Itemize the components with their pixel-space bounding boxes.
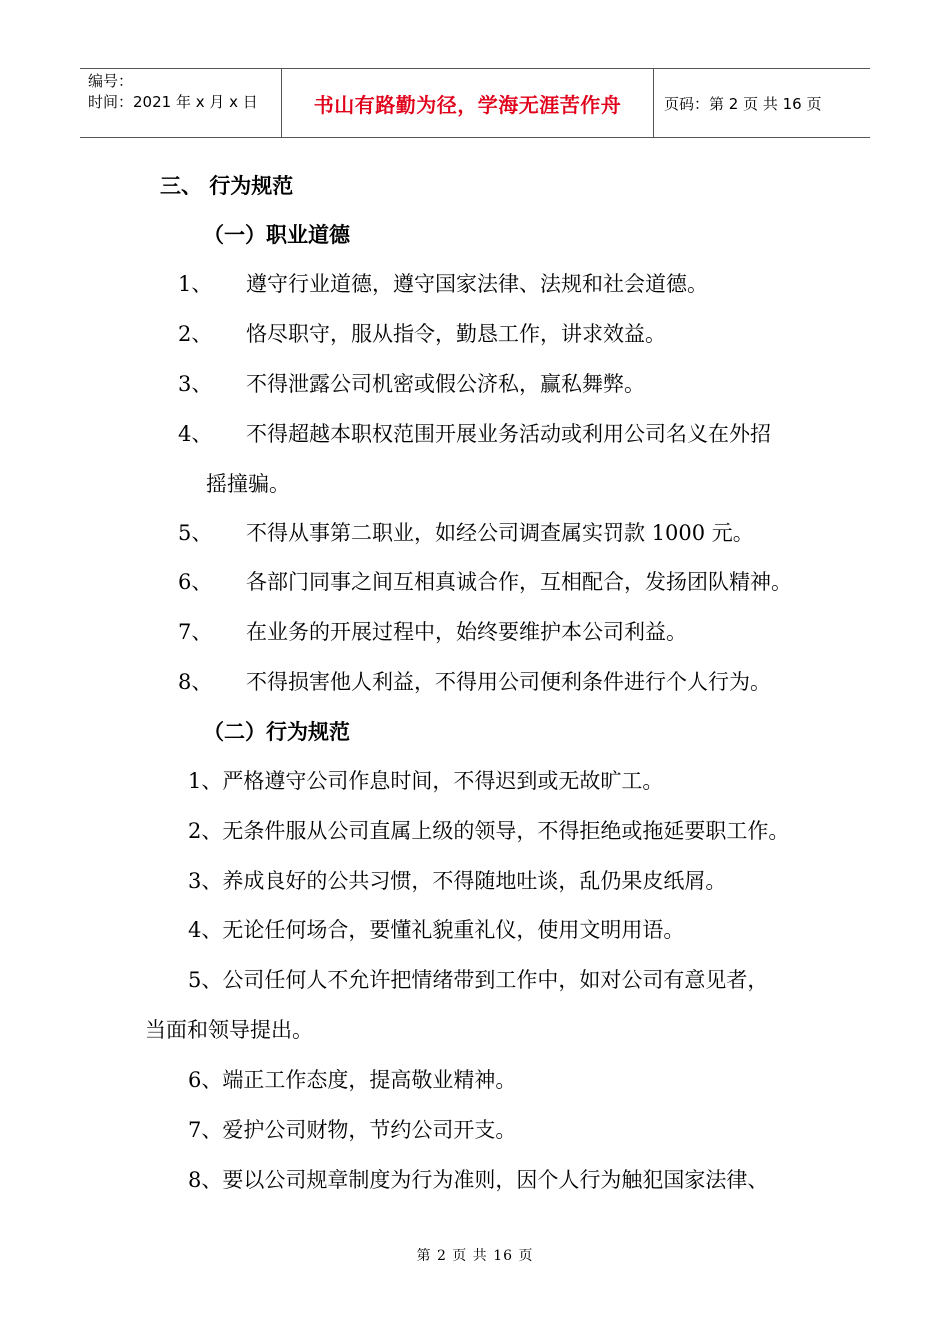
item-text: 不得超越本职权范围开展业务活动或利用公司名义在外招 [246,422,771,446]
item-text: 恪尽职守，服从指令，勤恳工作，讲求效益。 [246,322,666,346]
item-number: 7、 [178,620,213,644]
section-heading: 三、 行为规范 [160,174,294,198]
item-text: 遵守行业道德，遵守国家法律、法规和社会道德。 [246,272,708,296]
ethics-item [178,568,792,596]
item-text: 不得泄露公司机密或假公济私，赢私舞弊。 [246,372,645,396]
item-text: 在业务的开展过程中，始终要维护本公司利益。 [246,620,687,644]
item-number: 6、 [178,570,213,594]
header-meta [80,69,282,137]
item-number: 3、 [178,372,213,396]
ethics-item [178,270,708,298]
conduct-item: 7、爱护公司财物，节约公司开支。 [188,1118,517,1142]
conduct-item: 4、无论任何场合，要懂礼貌重礼仪，使用文明用语。 [188,918,685,942]
subsection-heading-ethics: （一）职业道德 [203,223,350,247]
conduct-item: 5、公司任何人不允许把情绪带到工作中，如对公司有意见者， [188,968,769,992]
header-date-label: 时间：2021 年 x 月 x 日 [88,93,258,111]
page-footer: 第 2 页 共 16 页 [416,1248,534,1264]
ethics-item [178,320,666,348]
subsection-heading-conduct: （二）行为规范 [203,720,350,744]
header-number-label: 编号： [88,72,134,90]
header-page-info: 页码：第 2 页 共 16 页 [664,94,822,113]
header-motto: 书山有路勤为径，学海无涯苦作舟 [282,69,654,137]
ethics-item [178,370,645,398]
conduct-item-continuation: 当面和领导提出。 [145,1018,313,1042]
conduct-item: 2、无条件服从公司直属上级的领导，不得拒绝或拖延要职工作。 [188,819,790,843]
item-number: 2、 [178,322,213,346]
item-number: 4、 [178,422,213,446]
ethics-item [178,668,771,696]
item-number: 5、 [178,521,213,545]
ethics-item [178,420,771,448]
page-header [80,68,870,138]
item-text: 各部门同事之间互相真诚合作，互相配合，发扬团队精神。 [246,570,792,594]
ethics-item-continuation: 摇撞骗。 [206,472,290,496]
conduct-item: 1、严格遵守公司作息时间，不得迟到或无故旷工。 [188,769,664,793]
item-text: 不得损害他人利益，不得用公司便利条件进行个人行为。 [246,670,771,694]
conduct-item: 8、要以公司规章制度为行为准则，因个人行为触犯国家法律、 [188,1168,769,1192]
ethics-item [178,519,754,547]
conduct-item: 3、养成良好的公共习惯，不得随地吐谈，乱仍果皮纸屑。 [188,869,727,893]
ethics-item [178,618,687,646]
conduct-item: 6、端正工作态度，提高敬业精神。 [188,1068,517,1092]
item-number: 1、 [178,272,213,296]
item-text: 不得从事第二职业，如经公司调查属实罚款 1000 元。 [246,521,754,545]
item-number: 8、 [178,670,213,694]
